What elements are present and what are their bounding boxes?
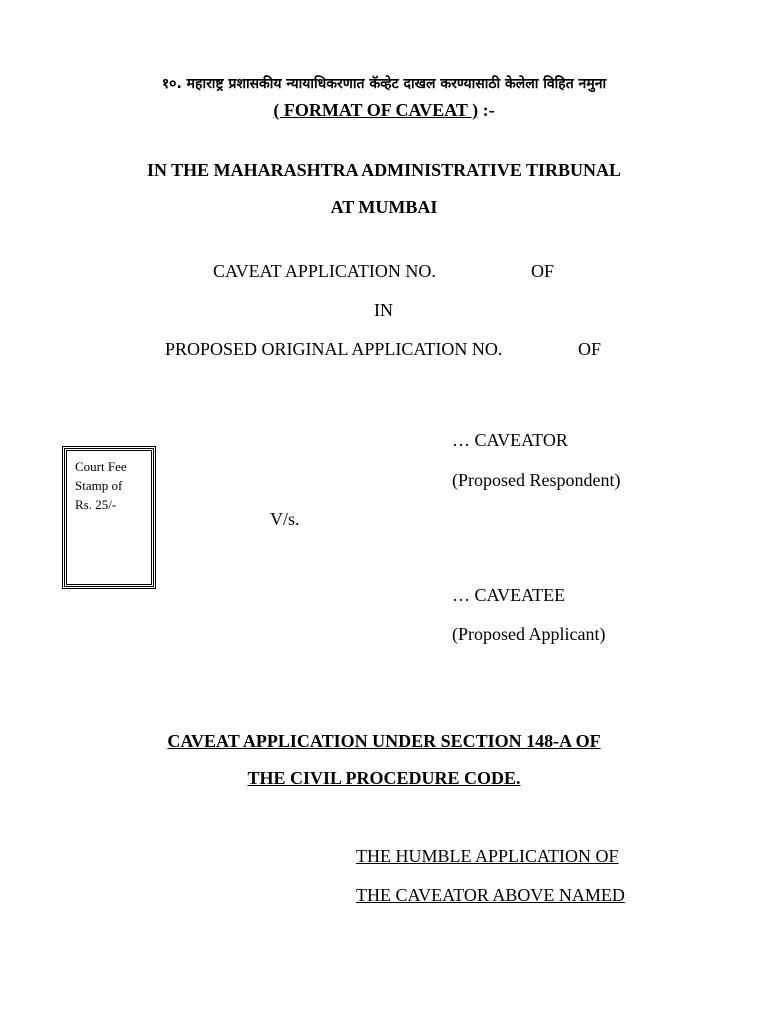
caveatee-label: … CAVEATEE xyxy=(452,585,566,605)
format-suffix: :- xyxy=(478,100,495,120)
proposed-original-application-no: PROPOSED ORIGINAL APPLICATION NO. xyxy=(165,339,503,359)
caveat-of-label: OF xyxy=(531,261,555,281)
court-location: AT MUMBAI xyxy=(330,197,438,217)
section-heading-line-1: CAVEAT APPLICATION UNDER SECTION 148-A OF xyxy=(167,731,601,751)
stamp-line-1: Court Fee xyxy=(75,459,127,474)
section-heading-line-2: THE CIVIL PROCEDURE CODE. xyxy=(247,768,521,788)
format-label: ( FORMAT OF CAVEAT ) xyxy=(273,100,479,120)
versus-label: V/s. xyxy=(270,509,300,529)
in-label: IN xyxy=(374,300,393,320)
original-of-label: OF xyxy=(578,339,602,359)
stamp-line-3: Rs. 25/- xyxy=(75,497,117,512)
humble-application-line-2: THE CAVEATOR ABOVE NAMED xyxy=(356,885,625,905)
stamp-line-2: Stamp of xyxy=(75,478,123,493)
format-heading xyxy=(0,100,768,121)
caveator-role: (Proposed Respondent) xyxy=(452,470,621,490)
caveatee-role: (Proposed Applicant) xyxy=(452,624,606,644)
court-name: IN THE MAHARASHTRA ADMINISTRATIVE TIRBUNAL xyxy=(146,160,622,180)
stamp-text xyxy=(75,457,145,514)
court-fee-stamp-box xyxy=(62,446,156,589)
humble-application-line-1: THE HUMBLE APPLICATION OF xyxy=(356,846,619,866)
marathi-heading: १०. महाराष्ट्र प्रशासकीय न्यायाधिकरणात कॅव्हेट दाखल करण्यासाठी केलेला विहित नमुना xyxy=(161,76,607,92)
caveat-application-no: CAVEAT APPLICATION NO. xyxy=(213,261,436,281)
caveator-label: … CAVEATOR xyxy=(452,430,568,450)
